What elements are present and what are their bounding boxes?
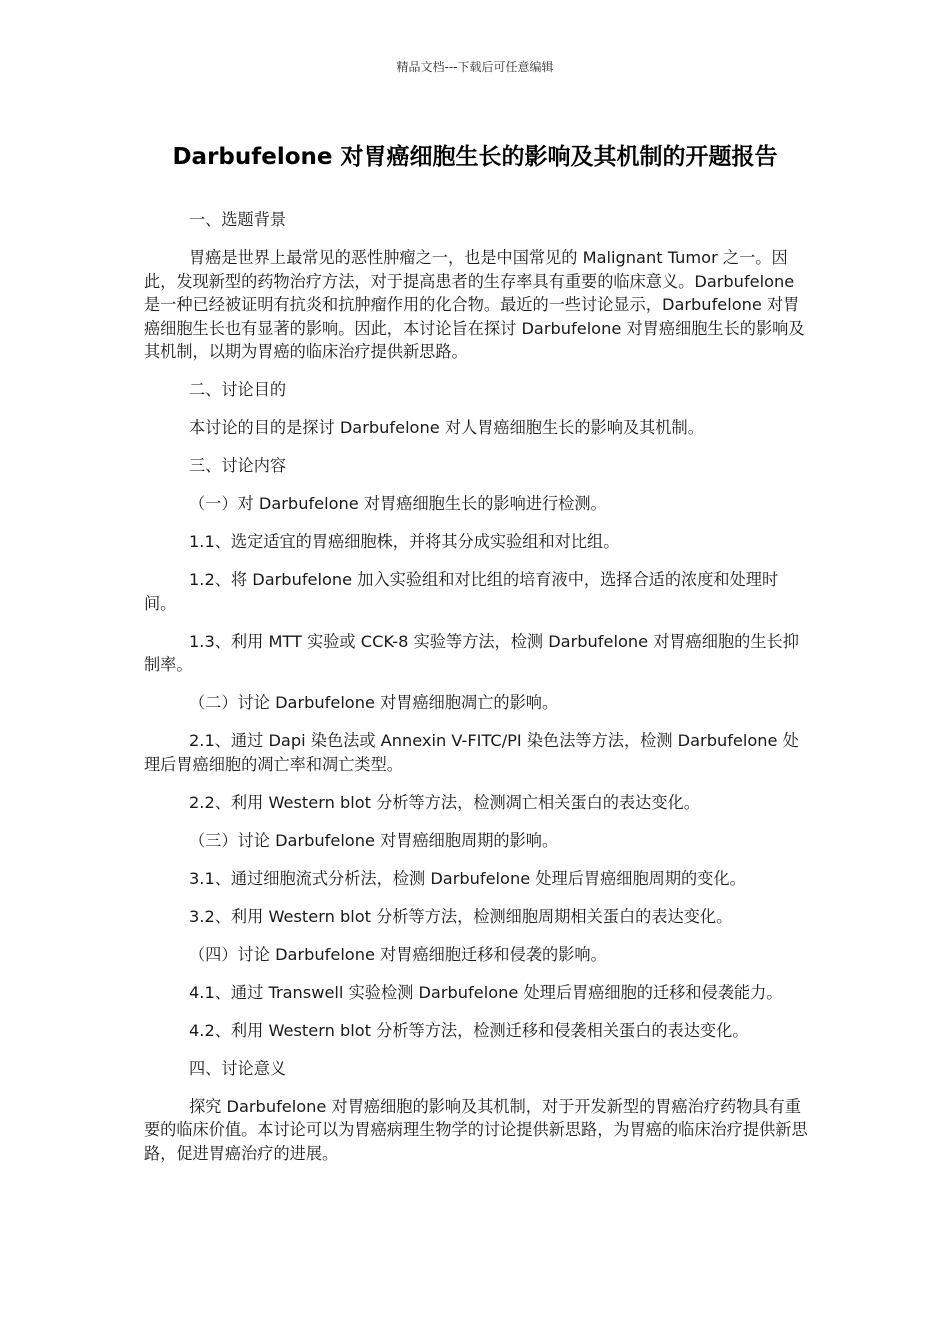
paragraph-purpose: 本讨论的目的是探讨 Darbufelone 对人胃癌细胞生长的影响及其机制。 <box>189 418 704 437</box>
list-item-3-2: 3.2、利用 Western blot 分析等方法，检测细胞周期相关蛋白的表达变化。 <box>189 906 733 926</box>
section-heading-background: 一、选题背景 <box>189 210 287 229</box>
section-heading-significance: 四、讨论意义 <box>189 1058 287 1078</box>
document-body <box>144 208 808 1180</box>
section-heading-purpose: 二、讨论目的 <box>189 380 287 399</box>
list-item-2-1: 2.1、通过 Dapi 染色法或 Annexin V-FITC/PI 染色法等方法，检测 Darbufelone 处理后胃癌细胞的凋亡率和凋亡类型。 <box>144 731 799 774</box>
subsection-heading-3: （三）讨论 Darbufelone 对胃癌细胞周期的影响。 <box>189 830 559 850</box>
page-header: 精品文档---下载后可任意编辑 <box>396 60 554 74</box>
paragraph-background: 胃癌是世界上最常见的恶性肿瘤之一，也是中国常见的 Malignant Tumor 之一。因此，发现新型的药物治疗方法，对于提高患者的生存率具有重要的临床意义。Darbufelone 是一种已经被证明有抗炎和抗肿瘤作用的化合物。最近的一些讨论显示，Darbufelone 对胃癌细胞生长也有显著的影响。因此，本讨论旨在探讨 Darbufelone 对胃癌细胞生长的影响及其机制，以期为胃癌的临床治疗提供新思路。 <box>144 248 805 361</box>
list-item-1-1: 1.1、选定适宜的胃癌细胞株，并将其分成实验组和对比组。 <box>189 532 620 551</box>
subsection-heading-1: （一）对 Darbufelone 对胃癌细胞生长的影响进行检测。 <box>189 494 607 513</box>
document-title: Darbufelone 对胃癌细胞生长的影响及其机制的开题报告 <box>172 144 778 170</box>
list-item-1-3: 1.3、利用 MTT 实验或 CCK-8 实验等方法，检测 Darbufelone 对胃癌细胞的生长抑制率。 <box>144 631 799 674</box>
subsection-heading-4: （四）讨论 Darbufelone 对胃癌细胞迁移和侵袭的影响。 <box>189 944 607 964</box>
list-item-3-1: 3.1、通过细胞流式分析法，检测 Darbufelone 处理后胃癌细胞周期的变化。 <box>189 868 746 888</box>
list-item-4-1: 4.1、通过 Transwell 实验检测 Darbufelone 处理后胃癌细胞的迁移和侵袭能力。 <box>189 982 783 1002</box>
subsection-heading-2: （二）讨论 Darbufelone 对胃癌细胞凋亡的影响。 <box>189 693 559 712</box>
list-item-2-2: 2.2、利用 Western blot 分析等方法，检测凋亡相关蛋白的表达变化。 <box>189 792 700 812</box>
list-item-1-2: 1.2、将 Darbufelone 加入实验组和对比组的培育液中，选择合适的浓度和处理时间。 <box>144 570 779 613</box>
section-heading-content: 三、讨论内容 <box>189 456 287 475</box>
paragraph-significance: 探究 Darbufelone 对胃癌细胞的影响及其机制，对于开发新型的胃癌治疗药物具有重要的临床价值。本讨论可以为胃癌病理生物学的讨论提供新思路，为胃癌的临床治疗提供新思路，促进胃癌治疗的进展。 <box>144 1096 808 1163</box>
list-item-4-2: 4.2、利用 Western blot 分析等方法，检测迁移和侵袭相关蛋白的表达变化。 <box>189 1020 749 1040</box>
